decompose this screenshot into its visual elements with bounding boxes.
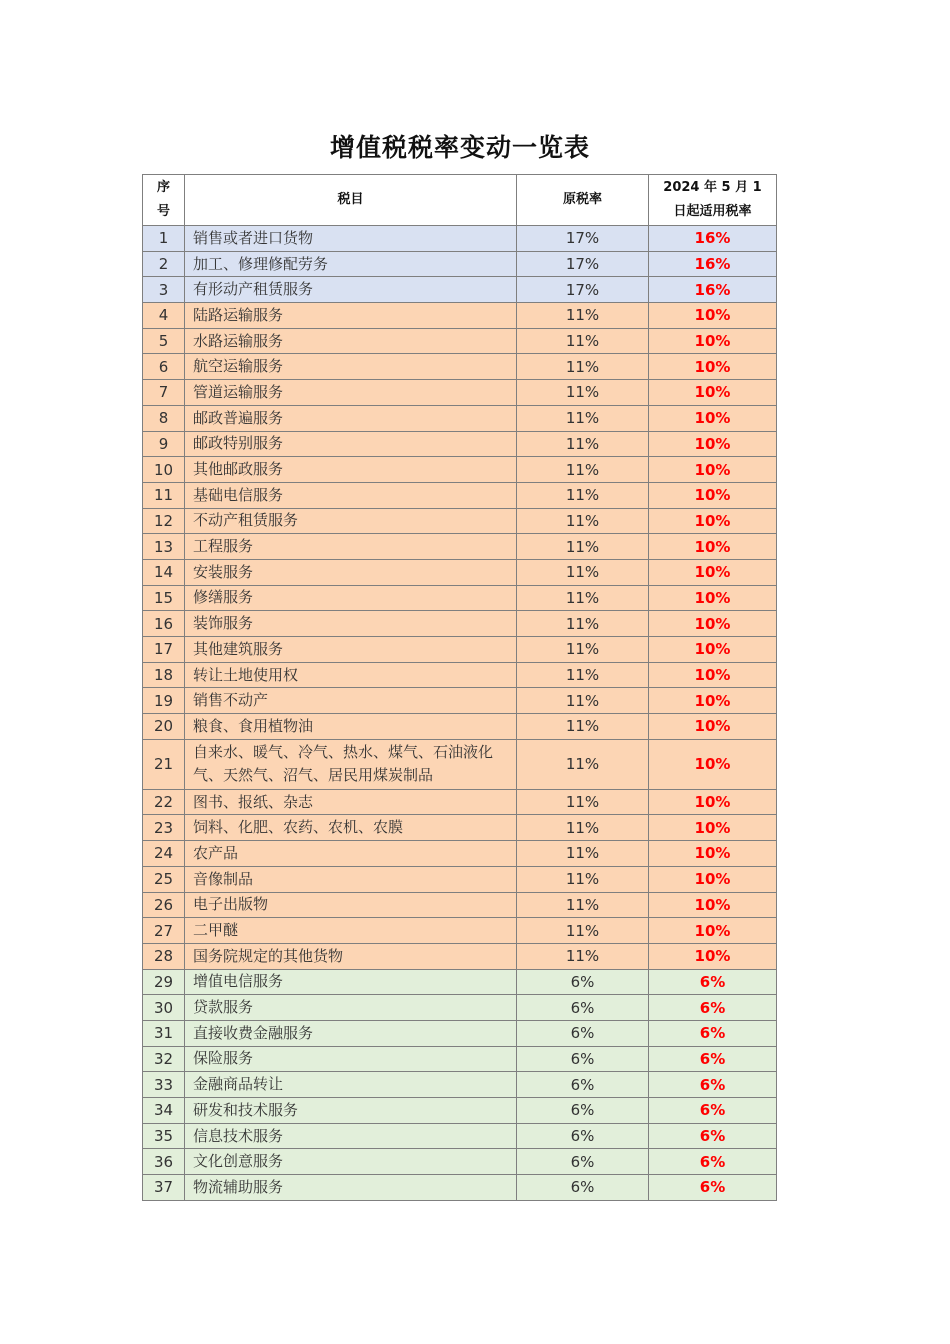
vat-rate-table xyxy=(142,174,777,1201)
row-number: 27 xyxy=(143,918,185,944)
tax-item-name: 销售或者进口货物 xyxy=(185,226,517,252)
tax-item-name: 装饰服务 xyxy=(185,611,517,637)
row-number: 31 xyxy=(143,1020,185,1046)
table-row xyxy=(143,1046,777,1072)
row-number: 10 xyxy=(143,457,185,483)
tax-item-name: 不动产租赁服务 xyxy=(185,508,517,534)
original-rate: 6% xyxy=(517,995,649,1021)
table-row xyxy=(143,841,777,867)
original-rate: 11% xyxy=(517,328,649,354)
row-number: 20 xyxy=(143,714,185,740)
original-rate: 11% xyxy=(517,815,649,841)
tax-item-name: 销售不动产 xyxy=(185,688,517,714)
original-rate: 6% xyxy=(517,1123,649,1149)
tax-item-name: 安装服务 xyxy=(185,559,517,585)
original-rate: 11% xyxy=(517,892,649,918)
table-row xyxy=(143,1149,777,1175)
table-row xyxy=(143,559,777,585)
table-row xyxy=(143,637,777,663)
tax-item-name: 基础电信服务 xyxy=(185,482,517,508)
tax-item-name: 图书、报纸、杂志 xyxy=(185,789,517,815)
table-row xyxy=(143,892,777,918)
tax-item-name: 自来水、暖气、冷气、热水、煤气、石油液化气、天然气、沼气、居民用煤炭制品 xyxy=(185,739,517,789)
row-number: 30 xyxy=(143,995,185,1021)
new-rate: 6% xyxy=(649,1149,777,1175)
new-rate: 10% xyxy=(649,815,777,841)
new-rate: 16% xyxy=(649,226,777,252)
new-rate: 10% xyxy=(649,431,777,457)
original-rate: 6% xyxy=(517,1175,649,1201)
table-row xyxy=(143,354,777,380)
row-number: 15 xyxy=(143,585,185,611)
table-row xyxy=(143,482,777,508)
row-number: 19 xyxy=(143,688,185,714)
row-number: 36 xyxy=(143,1149,185,1175)
row-number: 32 xyxy=(143,1046,185,1072)
new-rate: 10% xyxy=(649,943,777,969)
table-row xyxy=(143,995,777,1021)
table-row xyxy=(143,1098,777,1124)
row-number: 6 xyxy=(143,354,185,380)
original-rate: 11% xyxy=(517,405,649,431)
tax-item-name: 物流辅助服务 xyxy=(185,1175,517,1201)
original-rate: 17% xyxy=(517,277,649,303)
row-number: 17 xyxy=(143,637,185,663)
new-rate: 10% xyxy=(649,457,777,483)
original-rate: 11% xyxy=(517,457,649,483)
original-rate: 6% xyxy=(517,1046,649,1072)
row-number: 26 xyxy=(143,892,185,918)
row-number: 3 xyxy=(143,277,185,303)
row-number: 13 xyxy=(143,534,185,560)
new-rate: 6% xyxy=(649,1123,777,1149)
new-rate: 10% xyxy=(649,714,777,740)
table-row xyxy=(143,662,777,688)
page-title: 增值税税率变动一览表 xyxy=(329,133,590,162)
header-seq-line2: 号 xyxy=(156,204,170,219)
original-rate: 11% xyxy=(517,482,649,508)
table-header-row xyxy=(143,175,777,226)
original-rate: 11% xyxy=(517,534,649,560)
row-number: 23 xyxy=(143,815,185,841)
original-rate: 17% xyxy=(517,226,649,252)
tax-item-name: 饲料、化肥、农药、农机、农膜 xyxy=(185,815,517,841)
table-row xyxy=(143,380,777,406)
new-rate: 10% xyxy=(649,585,777,611)
original-rate: 6% xyxy=(517,1020,649,1046)
row-number: 2 xyxy=(143,251,185,277)
new-rate: 10% xyxy=(649,918,777,944)
row-number: 25 xyxy=(143,866,185,892)
new-rate: 10% xyxy=(649,789,777,815)
row-number: 21 xyxy=(143,739,185,789)
tax-item-name: 粮食、食用植物油 xyxy=(185,714,517,740)
tax-item-name: 其他邮政服务 xyxy=(185,457,517,483)
header-seq-line1: 序 xyxy=(156,180,170,195)
row-number: 14 xyxy=(143,559,185,585)
row-number: 9 xyxy=(143,431,185,457)
table-row xyxy=(143,534,777,560)
tax-item-name: 保险服务 xyxy=(185,1046,517,1072)
table-row xyxy=(143,405,777,431)
tax-item-name: 航空运输服务 xyxy=(185,354,517,380)
table-row xyxy=(143,969,777,995)
header-new-rate-line2: 日起适用税率 xyxy=(673,204,752,219)
tax-item-name: 直接收费金融服务 xyxy=(185,1020,517,1046)
header-new-rate-line1: 2024 年 5 月 1 xyxy=(663,180,762,195)
tax-item-name: 修缮服务 xyxy=(185,585,517,611)
table-row xyxy=(143,457,777,483)
original-rate: 11% xyxy=(517,688,649,714)
original-rate: 6% xyxy=(517,1149,649,1175)
row-number: 24 xyxy=(143,841,185,867)
tax-item-name: 金融商品转让 xyxy=(185,1072,517,1098)
new-rate: 10% xyxy=(649,841,777,867)
original-rate: 11% xyxy=(517,739,649,789)
row-number: 33 xyxy=(143,1072,185,1098)
row-number: 34 xyxy=(143,1098,185,1124)
original-rate: 11% xyxy=(517,611,649,637)
tax-item-name: 水路运输服务 xyxy=(185,328,517,354)
new-rate: 6% xyxy=(649,1098,777,1124)
tax-item-name: 管道运输服务 xyxy=(185,380,517,406)
tax-item-name: 国务院规定的其他货物 xyxy=(185,943,517,969)
tax-item-name: 其他建筑服务 xyxy=(185,637,517,663)
original-rate: 11% xyxy=(517,662,649,688)
header-orig-rate: 原税率 xyxy=(517,175,649,226)
new-rate: 10% xyxy=(649,662,777,688)
original-rate: 11% xyxy=(517,380,649,406)
new-rate: 10% xyxy=(649,303,777,329)
new-rate: 10% xyxy=(649,405,777,431)
tax-item-name: 贷款服务 xyxy=(185,995,517,1021)
original-rate: 11% xyxy=(517,789,649,815)
row-number: 8 xyxy=(143,405,185,431)
new-rate: 6% xyxy=(649,1020,777,1046)
new-rate: 10% xyxy=(649,637,777,663)
table-row xyxy=(143,303,777,329)
original-rate: 11% xyxy=(517,303,649,329)
new-rate: 6% xyxy=(649,995,777,1021)
table-row xyxy=(143,714,777,740)
new-rate: 10% xyxy=(649,866,777,892)
table-row xyxy=(143,866,777,892)
table-row xyxy=(143,789,777,815)
table-body xyxy=(143,226,777,1201)
tax-item-name: 研发和技术服务 xyxy=(185,1098,517,1124)
original-rate: 17% xyxy=(517,251,649,277)
row-number: 1 xyxy=(143,226,185,252)
table-row xyxy=(143,1020,777,1046)
header-item: 税目 xyxy=(185,175,517,226)
original-rate: 11% xyxy=(517,866,649,892)
tax-item-name: 音像制品 xyxy=(185,866,517,892)
new-rate: 10% xyxy=(649,739,777,789)
original-rate: 6% xyxy=(517,1072,649,1098)
original-rate: 11% xyxy=(517,585,649,611)
new-rate: 10% xyxy=(649,688,777,714)
original-rate: 6% xyxy=(517,1098,649,1124)
new-rate: 16% xyxy=(649,251,777,277)
row-number: 29 xyxy=(143,969,185,995)
row-number: 4 xyxy=(143,303,185,329)
table-row xyxy=(143,226,777,252)
new-rate: 6% xyxy=(649,969,777,995)
row-number: 11 xyxy=(143,482,185,508)
original-rate: 11% xyxy=(517,918,649,944)
row-number: 37 xyxy=(143,1175,185,1201)
new-rate: 10% xyxy=(649,328,777,354)
row-number: 12 xyxy=(143,508,185,534)
original-rate: 11% xyxy=(517,431,649,457)
original-rate: 11% xyxy=(517,943,649,969)
new-rate: 10% xyxy=(649,892,777,918)
table-row xyxy=(143,277,777,303)
header-new-rate xyxy=(649,175,777,226)
table-row xyxy=(143,611,777,637)
tax-item-name: 陆路运输服务 xyxy=(185,303,517,329)
table-row xyxy=(143,251,777,277)
tax-item-name: 信息技术服务 xyxy=(185,1123,517,1149)
table-row xyxy=(143,431,777,457)
new-rate: 6% xyxy=(649,1072,777,1098)
table-row xyxy=(143,688,777,714)
new-rate: 10% xyxy=(649,354,777,380)
table-row xyxy=(143,943,777,969)
new-rate: 6% xyxy=(649,1175,777,1201)
table-row xyxy=(143,1072,777,1098)
row-number: 35 xyxy=(143,1123,185,1149)
original-rate: 11% xyxy=(517,841,649,867)
tax-item-name: 二甲醚 xyxy=(185,918,517,944)
row-number: 22 xyxy=(143,789,185,815)
original-rate: 6% xyxy=(517,969,649,995)
new-rate: 16% xyxy=(649,277,777,303)
row-number: 18 xyxy=(143,662,185,688)
table-row xyxy=(143,508,777,534)
original-rate: 11% xyxy=(517,714,649,740)
tax-item-name: 文化创意服务 xyxy=(185,1149,517,1175)
original-rate: 11% xyxy=(517,559,649,585)
table-row xyxy=(143,1123,777,1149)
new-rate: 10% xyxy=(649,482,777,508)
row-number: 5 xyxy=(143,328,185,354)
new-rate: 10% xyxy=(649,534,777,560)
tax-item-name: 电子出版物 xyxy=(185,892,517,918)
tax-item-name: 农产品 xyxy=(185,841,517,867)
tax-item-name: 工程服务 xyxy=(185,534,517,560)
header-seq xyxy=(143,175,185,226)
table-row xyxy=(143,1175,777,1201)
new-rate: 10% xyxy=(649,508,777,534)
tax-item-name: 转让土地使用权 xyxy=(185,662,517,688)
tax-item-name: 邮政特别服务 xyxy=(185,431,517,457)
table-row xyxy=(143,328,777,354)
new-rate: 6% xyxy=(649,1046,777,1072)
tax-item-name: 加工、修理修配劳务 xyxy=(185,251,517,277)
original-rate: 11% xyxy=(517,637,649,663)
original-rate: 11% xyxy=(517,354,649,380)
new-rate: 10% xyxy=(649,611,777,637)
new-rate: 10% xyxy=(649,559,777,585)
tax-item-name: 有形动产租赁服务 xyxy=(185,277,517,303)
tax-item-name: 增值电信服务 xyxy=(185,969,517,995)
row-number: 7 xyxy=(143,380,185,406)
original-rate: 11% xyxy=(517,508,649,534)
row-number: 16 xyxy=(143,611,185,637)
table-row xyxy=(143,815,777,841)
tax-item-name: 邮政普遍服务 xyxy=(185,405,517,431)
row-number: 28 xyxy=(143,943,185,969)
new-rate: 10% xyxy=(649,380,777,406)
table-row xyxy=(143,739,777,789)
table-row xyxy=(143,918,777,944)
table-row xyxy=(143,585,777,611)
